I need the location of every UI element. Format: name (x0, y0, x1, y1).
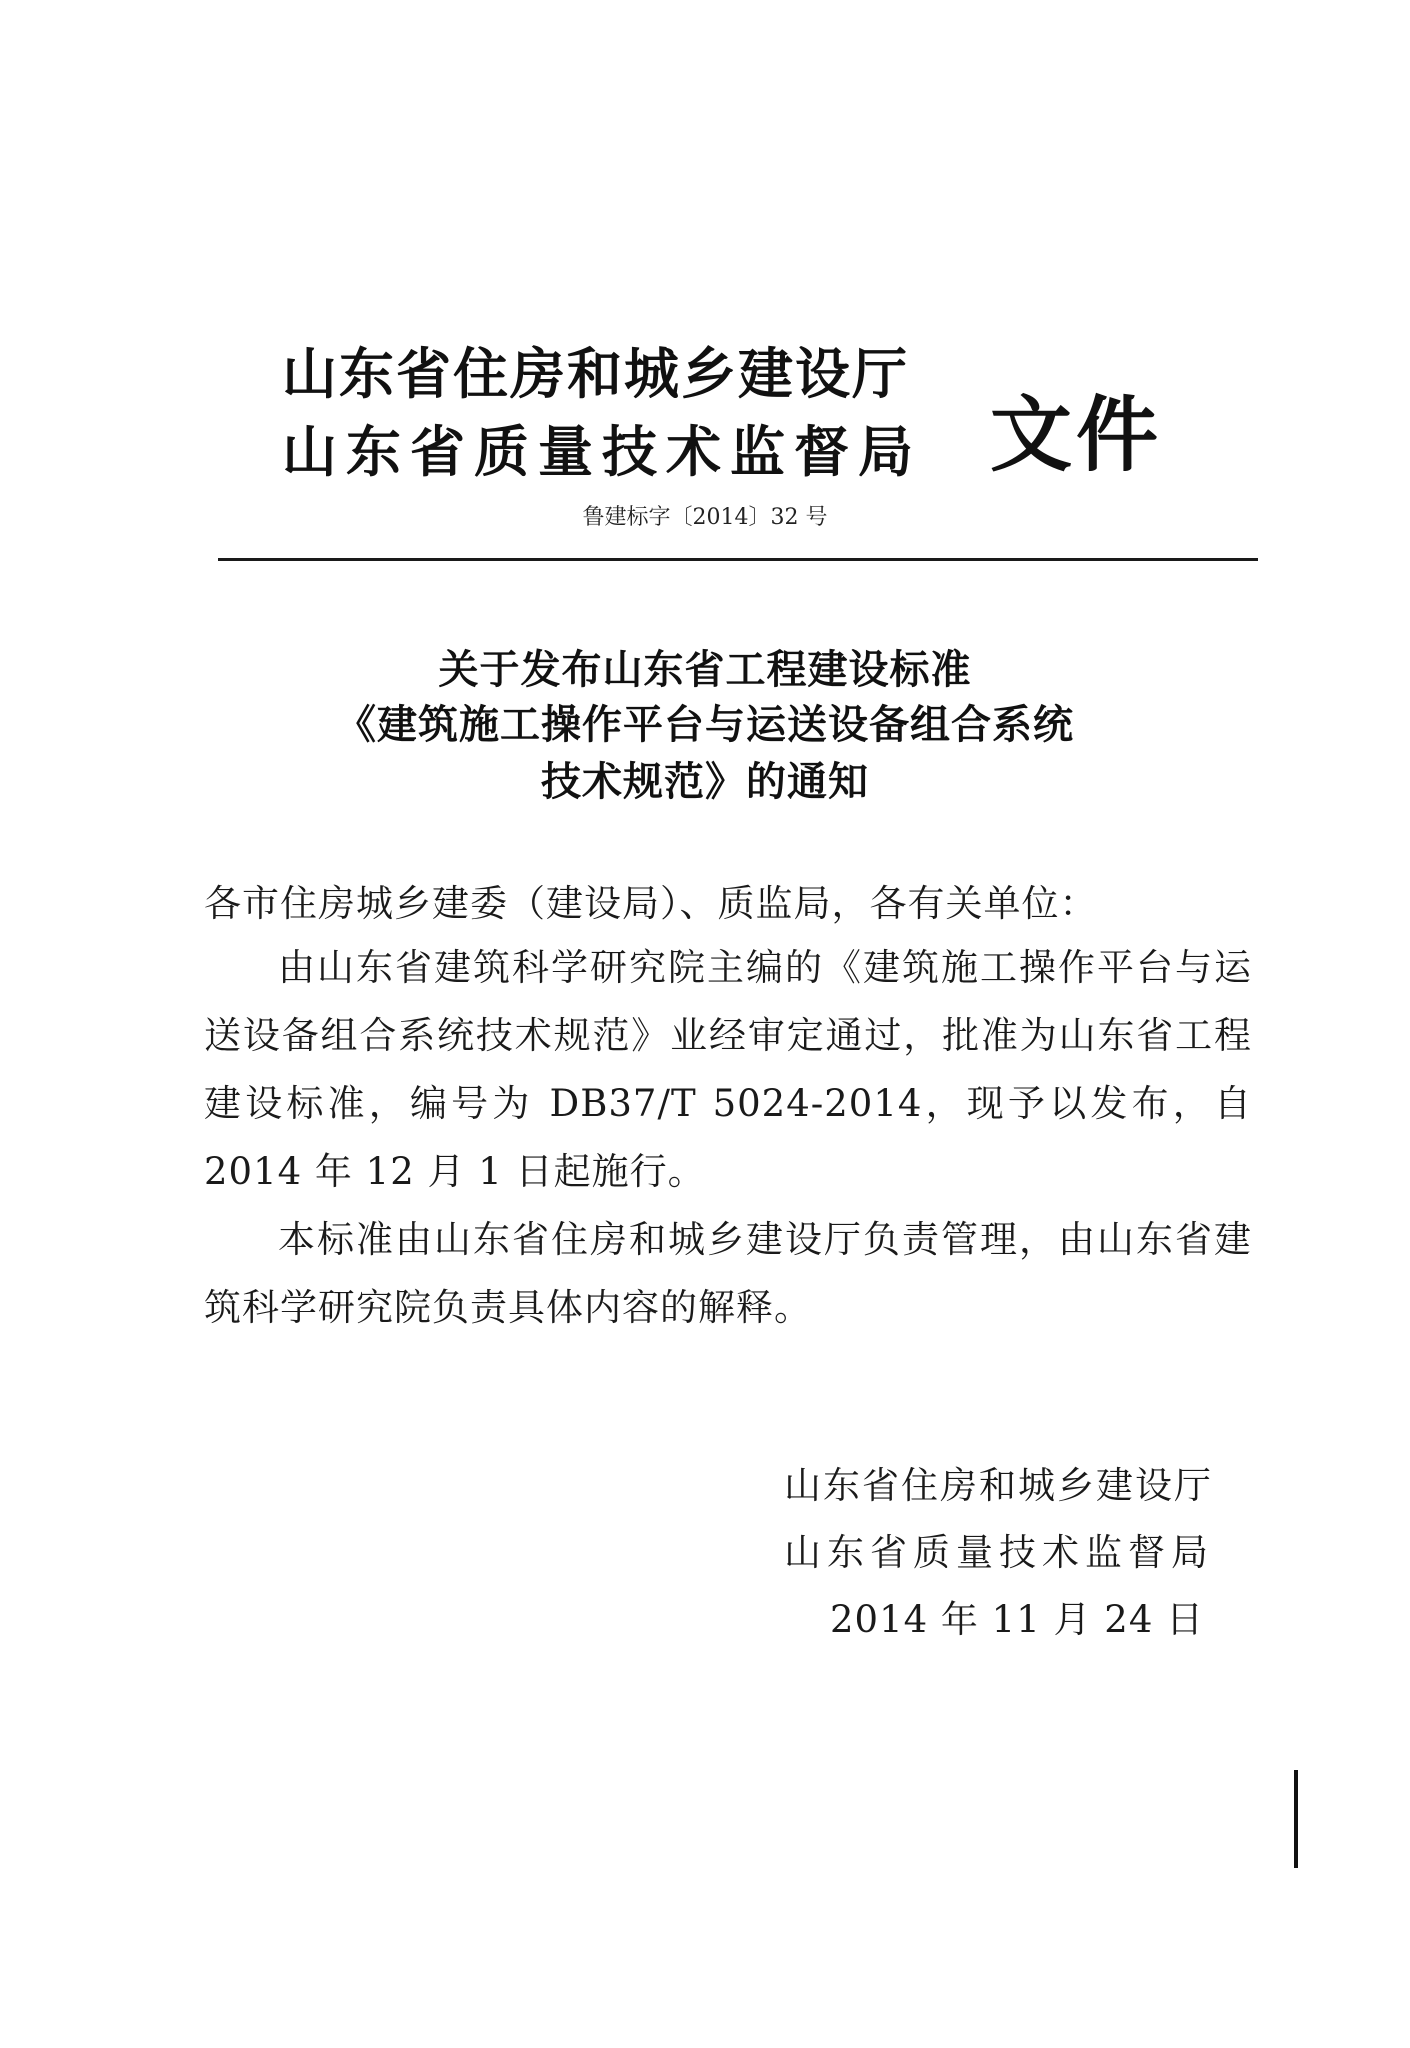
body-paragraph-1: 由山东省建筑科学研究院主编的《建筑施工操作平台与运送设备组合系统技术规范》业经审定通过，批准为山东省工程建设标准，编号为 DB37/T 5024-2014，现予以发布，自 2014 年 12 月 1 日起施行。 (204, 946, 1252, 1193)
signature-date: 2014 年 11 月 24 日 (830, 1598, 1205, 1641)
body-paragraph-2: 本标准由山东省住房和城乡建设厅负责管理，由山东省建筑科学研究院负责具体内容的解释。 (204, 1218, 1252, 1329)
notice-title-line-1: 关于发布山东省工程建设标准 (438, 647, 972, 693)
header-divider (218, 558, 1258, 561)
notice-title-line-3: 技术规范》的通知 (541, 759, 869, 805)
document-number: 鲁建标字〔2014〕32 号 (582, 505, 828, 530)
issuer-line-1: 山东省住房和城乡建设厅 (282, 342, 910, 406)
salutation: 各市住房城乡建委（建设局）、质监局，各有关单位： (204, 882, 1098, 925)
margin-binding-mark (1294, 1770, 1298, 1868)
document-label: 文件 (990, 388, 1163, 483)
issuer-line-2: 山东省质量技术监督局 (282, 420, 923, 484)
signature-org-1: 山东省住房和城乡建设厅 (784, 1464, 1213, 1507)
signature-org-2: 山东省质量技术监督局 (784, 1531, 1214, 1574)
notice-title-line-2: 《建筑施工操作平台与运送设备组合系统 (336, 702, 1074, 748)
